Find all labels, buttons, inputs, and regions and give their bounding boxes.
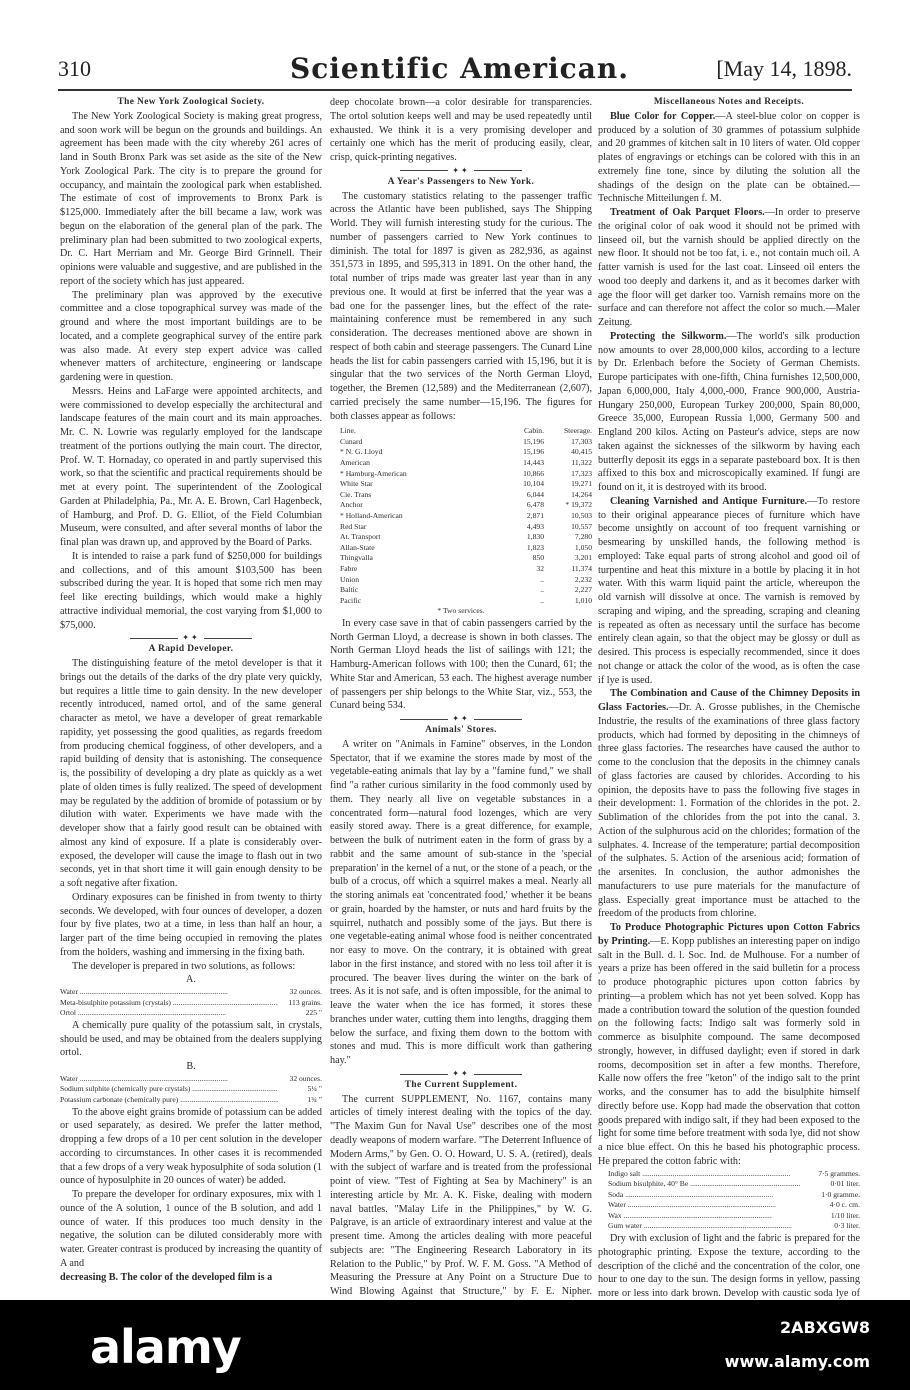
recipe-cotton bbox=[608, 1169, 860, 1233]
section-separator: ✦✦ bbox=[60, 632, 322, 643]
paragraph: Ordinary exposures can be finished in from twenty to thirty seconds. We developed, with four ounces of developer, a dozen four by five plates, two at a time, in less than half an hour, a larger part of the time being occupied in removing the plates from the holders, washing and immersing in the fixing bath. bbox=[60, 891, 322, 958]
solution-label: A. bbox=[186, 974, 196, 986]
image-id: 2ABXGW8 bbox=[780, 1318, 870, 1337]
section-separator: ✦✦ bbox=[330, 713, 592, 724]
recipe-row: Water ..... 32 ounces. bbox=[60, 1074, 322, 1085]
recipe-row: Sodium sulphite (chemically pure crystals) ..... 5¼ " bbox=[60, 1084, 322, 1095]
note: To Produce Photographic Pictures upon Cotton Fabrics by Printing.—E. Kopp publishes an interesting paper on indigo salt in the Bull. d. l. Soc. Ind. de Mulhouse. For a number of years a prize has been offered in the said bulletin for a process to produce photographic pictures upon cotton fabrics by printing—a problem which has not yet been solved. Kopp has made a contribution toward the solution of the question founded on the following facts: Indigo salt was formerly sold in commerce as bisulphite compound. The same decomposed strongly, however, in diffused daylight; even if stored in dark rooms, decomposition set in after a few months. Therefore, Kalle now offers the free "keton" of the indigo salt to the print works, and the consumer has to add the bisulphite himself directly before use. Kopp had made the observation that cotton goods prepared with indigo salt, if they had been exposed to the light for some time before treatment with soda lye, did not show a nice blue effect. On this he based his photographic process. He prepared the cotton fabric with: bbox=[598, 922, 860, 1167]
article-title: The Current Supplement. bbox=[404, 1079, 518, 1090]
paragraph: It is intended to raise a park fund of $250,000 for buildings and collections, and of this amount $103,500 has been subscribed during the year. It is hoped that some rich men may feel like erecting buildings, which would make a highly attractive individual memorial, the cost varying from $1,000 to $75,000. bbox=[60, 550, 322, 631]
table-note: * Two services. bbox=[437, 606, 485, 616]
column-1 bbox=[60, 96, 322, 1284]
recipe-row: Gum water ..... 0·3 liter. bbox=[608, 1221, 860, 1232]
paragraph: The developer is prepared in two solutions, as follows: bbox=[72, 960, 296, 972]
paragraph: The New York Zoological Society is making great progress, and soon work will be begun on the grounds and buildings. An agreement has been made with the city whereby 261 acres of land in South Bronx Park was set aside as the site of the New York Zoological Park. The city is to prepare the ground for occupancy, and maintain the zoological park when established. The estimate of cost of improvements to Bronx Park is $125,000. Immediately after the bill became a law, work was begun on the elaboration of the general plan of the park. The preliminary plan had been submitted to two zoological experts, Dr. C. Hart Merriam and Mr. George Bird Grinnell. Their opinions were valuable and suggestive, and are published in the report of the society which has just appeared. bbox=[60, 110, 322, 287]
column-3 bbox=[598, 96, 860, 1328]
table-row: Red Star 4,493 10,557 bbox=[340, 521, 592, 531]
section-title: Miscellaneous Notes and Receipts. bbox=[653, 97, 805, 107]
passenger-table bbox=[340, 426, 592, 606]
table-row: * Holland-American 2,871 10,503 bbox=[340, 511, 592, 520]
recipe-row: Sodium bisulphite, 40° Be ..... 0·01 liter. bbox=[608, 1179, 860, 1190]
recipe-row: Meta-bisulphite potassium (crystals) ..... 113 grains. bbox=[60, 998, 322, 1009]
table-row: Thingvalla 850 3,201 bbox=[340, 553, 592, 563]
table-row: Cie. Trans 6,044 14,264 bbox=[340, 489, 592, 499]
recipe-row: Soda ..... 1·0 gramme. bbox=[608, 1190, 860, 1201]
recipe-b bbox=[60, 1074, 322, 1106]
note: Cleaning Varnished and Antique Furniture.—To restore to their original appearance pieces of furniture which have become unsightly on account of too frequent varnishing or besmearing by unskilled hands, the following method is employed: Take equal parts of strong alcohol and good oil of turpentine and heat this mixture in a bottle by placing it in hot water. With this warm liquid paint the article, whereupon the old varnish will dissolve at once. The varnish is removed by scraping and wiping, and the spreading, scraping and cleaning is repeated as often as necessary until the surface has become entirely clean again, so that the object may be glossy or dull as desired. This process is especially recommended, since it does not change or attack the color of the wood, as is often the case if lye is used. bbox=[598, 495, 861, 686]
paragraph: Dry with exclusion of light and the fabric is prepared for the photographic printing. Expose the texture, according to the description of the cliché and the concentration of the color, one hour to one day to the sun. The design forms in yellow, passing more or less into dark brown. Develop with caustic soda lye of bbox=[598, 1233, 860, 1300]
table-row: Baltic .. 2,227 bbox=[340, 585, 592, 595]
paragraph: The distinguishing feature of the metol developer is that it brings out the details of the darks of the dry plate very quickly, but requires a little time to gain density. In the new developer recently introduced, named ortol, and of the same general character as metol, we have a developer of great remarkable rapidity, yet possessing the good qualities, as regards freedom from producing chemical fogginess, of other developers, and a rapid building of density that is astonishing. The consequence is, the possibility of developing a dry plate as quickly as a wet plate of olden times is fully realized. The speed of development may be regulated by the addition of bromide of potassium or by dilution with water. Experiments we have made with the developer show that a fairly good result can be obtained with almost any kind of exposure. If a plate is considerably over-exposed, the developer will cause the image to flash out in two seconds, yet in that short time it will gain enough density to be a soft negative after fixation. bbox=[60, 658, 322, 889]
table-row: Union .. 2,232 bbox=[340, 574, 592, 584]
table-row: Anchor 6,478 * 19,372 bbox=[340, 500, 592, 510]
paragraph-continued: decreasing B. The color of the developed film is a bbox=[60, 1271, 273, 1283]
table-row: White Star 10,104 19,271 bbox=[340, 479, 592, 489]
paragraph: A chemically pure quality of the potassium salt, in crystals, should be used, and may be obtained from the dealers supplying ortol. bbox=[60, 1019, 322, 1059]
watermark-url: www.alamy.com bbox=[724, 1352, 870, 1371]
page-number: 310 bbox=[58, 56, 91, 81]
recipe-a bbox=[60, 987, 322, 1019]
alamy-logo: alamy bbox=[90, 1320, 241, 1374]
paragraph: To prepare the developer for ordinary exposures, mix with 1 ounce of the A solution, 1 ounce of the B solution, and add 1 ounce of water. If this produces too much density in the negative, the solution can be diluted considerably more with water. Greater contrast is produced by increasing the quantity of A and bbox=[60, 1189, 322, 1269]
paragraph: The preliminary plan was approved by the executive committee and a close topographical survey was made of the ground and where the most important buildings are to be located, and a complete geographical survey of the entire park was also made. At every step expert advice was called whenever matters of architecture, engineering or landscape gardening were in question. bbox=[60, 289, 322, 383]
issue-date: [May 14, 1898. bbox=[716, 56, 852, 81]
paragraph: The customary statistics relating to the passenger traffic across the Atlantic have been published, says The Shipping World. They will furnish interesting study for the curious. The number of passengers carried to New York continues to diminish. The total for 1897 is given as 282,936, as against 351,573 in 1895, and 595,313 in 1891. On the other hand, the total number of trips made was greater last year than in any previous one. It would at first be inferred that the year was a bad one for the passenger lines, but the effect of the rate-maintaining conference must be remembered in any such consideration. The decreases mentioned above are shown in respect of both cabin and steerage passengers. The Cunard Line heads the list for cabin passengers carried with 15,196, but it is singular that the two services of the North German Lloyd, together, the Bremen (12,589) and the Mediterranean (2,607), carried precisely the same number—15,196. The figures for both classes appear as follows: bbox=[330, 190, 592, 422]
recipe-row: Water ..... 32 ounces. bbox=[60, 987, 322, 998]
article-title: A Rapid Developer. bbox=[148, 644, 234, 655]
paragraph: To the above eight grains bromide of potassium can be added or used separately, as desired. We prefer the latter method, dropping a few drops of a 10 per cent solution in the developer according to circumstances. In other cases it is recommended that a few drops of a very weak hyposulphite of soda solution (1 ounce of hyposulphite in 20 ounces of water) be added. bbox=[60, 1106, 322, 1187]
table-row: Allan-State 1,823 1,050 bbox=[340, 542, 592, 552]
recipe-row: Wax ..... 1/10 liter. bbox=[608, 1211, 860, 1222]
note: Protecting the Silkworm.—The world's silk production now amounts to over 28,000,000 kilos, according to a lecture by Dr. Erlenbach before the Society of German Chemists. Europe participates with one-fifth, China furnishes 12,500,000, Japan 6,000,000, Italy 4,000,-000, France 900,000, Austria-Hungary 250,000, European Turkey 200,000, Spain 80,000, Greece 35,000, European Russia 1,000, Germany 500 and England 200 kilos. Acting on Pasteur's advice, steps are now taken against the sicknesses of the silkworm by having each butterfly deposit its eggs in a separate pasteboard box. It is then affixed to this box and microscopically examined. If fungi are found on it, it is destroyed with its brood. bbox=[598, 330, 861, 493]
table-row: * N. G. Lloyd 15,196 40,415 bbox=[340, 447, 592, 457]
paragraph: A writer on "Animals in Famine" observes, in the London Spectator, that if we examine the stores made by most of the vegetable-eating animals that lay by a "famine fund," we shall find "a rather curious similarity in the food commonly used by them. They nearly all live on vegetable substances in a concentrated form—natural food lozenges, which are very easily stored away. There is a great difference, for example, between the bulk of nutriment eaten in the form of grass by a rabbit and the same amount of sub-stance in the 'special preparation' in the kernel of a nut, or the stone of a peach, or the bulb of a crocus, off which a squirrel makes a meal. Nearly all the storing animals eat 'concentrated food,' whether it be beans or grain, hoarded by the hamster, or nuts and hard fruits by the squirrel, nuthatch and possibly some of the jays. But there is one vegetable-eating animal whose food is neither concentrated nor easy to move. On the contrary, it is obtained with great labor in the first instance, and stored with no less toil after it is procured. The beaver lives during the winter on the bark of trees. As it is not safe, and is often impossible, for the animal to leave the water when the ice has formed, it stores these branches under water, cutting them into lengths, dragging them below the surface, and fixing them down to the bottom with stones and mud. This is more difficult work than gathering hay." bbox=[330, 738, 592, 1067]
table-row: * Hamburg-American 10,866 17,323 bbox=[340, 468, 592, 478]
note: Treatment of Oak Parquet Floors.—In order to preserve the original color of oak wood it should not be primed with linseed oil, but the varnish should be applied directly on the new floor. It should not be too fat, i. e., not contain much oil. A fatter varnish is used for the last coat. Linseed oil enters the wood too deeply and darkens it, and as it becomes darker with age the floor will get darker too. Varnish remains more on the surface and can therefore not affect the color so much.—Maler Zeitung. bbox=[598, 207, 860, 328]
table-row: Fabre 32 11,374 bbox=[340, 563, 592, 573]
table-header: Line. Cabin. Steerage. bbox=[340, 426, 592, 436]
table-row: Cunard 15,196 17,303 bbox=[340, 436, 592, 446]
solution-label: B. bbox=[186, 1061, 196, 1073]
recipe-row: Potassium carbonate (chemically pure) ..... 1¾ " bbox=[60, 1095, 322, 1106]
paragraph: deep chocolate brown—a color desirable for transparencies. The ortol solution keeps well and may be used repeatedly until exhausted. We think it is a very promising developer and certainly one which has the merit of producing easily, clear, crisp, quick-printing negatives. bbox=[330, 97, 592, 163]
article-title: Animals' Stores. bbox=[425, 725, 497, 736]
recipe-row: Water ..... 4·0 c. cm. bbox=[608, 1200, 860, 1211]
article-title: A Year's Passengers to New York. bbox=[387, 176, 535, 187]
recipe-row: Ortol ..... 225 " bbox=[60, 1008, 322, 1019]
recipe-row: Indigo salt ..... 7·5 grammes. bbox=[608, 1169, 860, 1180]
note: Blue Color for Copper.—A steel-blue color on copper is produced by a solution of 30 grammes of potassium sulphide and 20 grammes of kitchen salt in 10 liters of water. Old copper plates of engravings or etchings can be colored with this in an extremely fine tone, since by diluting the solution all the shadings of the design on the plate can be obtained.—Technische Mitteilungen f. M. bbox=[598, 110, 860, 205]
paragraph: Messrs. Heins and LaFarge were appointed architects, and were commissioned to develop especially the architectural and landscape features of the main court and its main approaches. Mr. C. N. Lowrie was regularly employed for the landscape treatment of the portions outlying the main court. The director, Prof. W. T. Hornaday, co operated in and partly supervised this work, so that the scientific and practical requirements should be met at every point. The superintendent of the Zoological Garden at Philadelphia, Pa., Mr. A. E. Brown, Carl Hagenbeck, of Hamburg, and Prof. D. G. Elliot, of the Field Columbian Museum, were consulted, and after several months of labor the final plan was drawn up, and approved by the Board of Parks. bbox=[60, 385, 322, 548]
note: The Combination and Cause of the Chimney Deposits in Glass Factories.—Dr. A. Grosse publishes, in the Chemische Industrie, the results of the examinations of three glass factory products, which had formed by depositing in the chimneys of three glass factories. The researches have caused the author to come to the conclusion that the deposits in the chimney canals of glass factories are caused by chlorides. According to his opinion, the deposits have to pass the following five stages in their development: 1. Formation of the chlorides in the pot. 2. Sublimation of the chlorides from the pot into the canal. 3. Action of the sulphurous acid on the chlorides; formation of the sulphates. 4. Increase of the temperature; partial decomposition of the sulphates. 5. Action of the arsenious acid; formation of the arsenites. In conclusion, the author admonishes the manufacturers to use pure materials for the manufacture of glass. Especially great importance must be attached to the freedom of the products from chlorine. bbox=[598, 688, 860, 920]
article-title: The New York Zoological Society. bbox=[117, 97, 265, 107]
table-row: Pacific .. 1,010 bbox=[340, 595, 592, 605]
table-row: American 14,443 11,322 bbox=[340, 458, 592, 468]
header-rule bbox=[58, 89, 852, 91]
section-separator: ✦✦ bbox=[330, 165, 592, 176]
masthead: Scientific American. bbox=[290, 52, 629, 85]
table-row: At. Transport 1,830 7,280 bbox=[340, 532, 592, 542]
column-2 bbox=[330, 96, 592, 1354]
paragraph: The current SUPPLEMENT, No. 1167, contains many articles of timely interest dealing with the topics of the day. "The Maxim Gun for Naval Use" describes one of the most deadly weapons of modern warfare. "The Deterrent Influence of Modern Arms," by Gen. O. O. Howard, U. S. A. (retired), deals with the subject of warfare and is treated from the professional point of view. "Test of Fighting at Sea by Machinery" is an interesting article by Mr. A. K. Fiske, dealing with modern naval battles. "Malay Life in the Philippines," by W. G. Palgrave, is an article of extraordinary interest and value at the present time. Among the articles dealing with more peaceful subjects are: "The Engineering Research Laboratory in its Relation to the Public," by Prof. W. F. M. Goss. "A Method of Measuring the Pressure at Any Point on a Structure Due to Wind Blowing Against that Structure," by F. E. Nipher. bbox=[330, 1093, 592, 1298]
section-separator: ✦✦ bbox=[330, 1068, 592, 1079]
paragraph: In every case save in that of cabin passengers carried by the North German Lloyd, a decrease is shown in both classes. The North German Lloyd heads the list of sailings with 121; the Hamburg-American follows with 100; then the Cunard, 61; the White Star and American, 53 each. The highest average number of passengers per ship belongs to the White Star, viz., 553, the Cunard being 534. bbox=[330, 617, 592, 712]
